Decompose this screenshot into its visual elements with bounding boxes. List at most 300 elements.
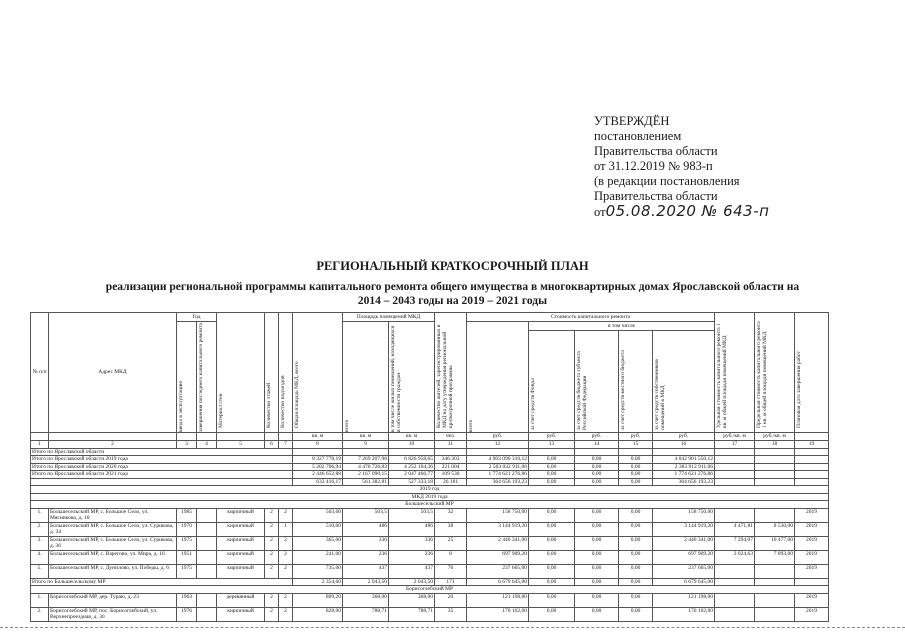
table-row — [31, 593, 829, 607]
column-number: 12 — [467, 441, 529, 449]
row-cost: 170 102,00 — [467, 607, 529, 621]
row-area-all: 788,71 — [343, 607, 389, 621]
th-deadline: Плановая дата завершения работ — [795, 313, 829, 433]
approval-l3: Правительства области — [594, 144, 718, 158]
row-entrances: 2 — [279, 550, 293, 564]
total-area-res: 2 047 466,77 — [389, 471, 435, 479]
total-cost: 2 503 032 911,06 — [467, 463, 529, 471]
total-empty — [715, 448, 755, 456]
unit-rub: руб. — [575, 433, 619, 441]
row-owners: 158 750,00 — [653, 508, 715, 522]
column-number: 10 — [389, 441, 435, 449]
total-owners — [653, 448, 715, 456]
row-number: 1. — [31, 508, 49, 522]
th-year-commission: ввода в эксплуатацию — [177, 322, 197, 433]
column-number: 16 — [653, 441, 715, 449]
unit-rub: руб. — [653, 433, 715, 441]
row-fund: 0,00 — [529, 607, 575, 621]
row-deadline: 2019 — [795, 550, 829, 564]
row-owners: 170 102,00 — [653, 607, 715, 621]
total-area-all: 4 470 726,83 — [343, 463, 389, 471]
row-unit-cost — [715, 607, 755, 621]
row-cost: 121 198,00 — [467, 593, 529, 607]
row-total-area: 735,00 — [293, 564, 343, 578]
row-max-cost: 7 893,00 — [755, 550, 795, 564]
total-row — [31, 448, 829, 456]
row-year-overhaul — [197, 593, 217, 607]
row-area-all: 336 — [343, 536, 389, 550]
row-max-cost: 10 477,00 — [755, 536, 795, 550]
row-number: 3. — [31, 536, 49, 550]
th-area-residential: в том числе жилых помещений, находящихся в собственности граждан — [389, 322, 435, 433]
row-regional: 0,00 — [575, 564, 619, 578]
total-empty — [755, 471, 795, 479]
document-title: РЕГИОНАЛЬНЫЙ КРАТКОСРОЧНЫЙ ПЛАН — [316, 259, 589, 273]
total-area-res: 527 333,18 — [389, 478, 435, 486]
row-entrances: 2 — [279, 508, 293, 522]
total-label — [31, 478, 293, 486]
row-number: 5. — [31, 564, 49, 578]
row-regional: 0,00 — [575, 550, 619, 564]
handwritten-date-signature: 05.08.2020 № 643-п — [605, 202, 770, 220]
row-entrances: 2 — [279, 607, 293, 621]
total-label: Итого по Ярославской области 2019 года — [31, 456, 293, 464]
subtotal-area-all: 2 043,50 — [343, 578, 389, 586]
table-row — [31, 607, 829, 621]
row-unit-cost — [715, 593, 755, 607]
total-residents: 26 181 — [435, 478, 467, 486]
row-year-overhaul — [197, 550, 217, 564]
total-area: 633 416,17 — [293, 478, 343, 486]
total-empty — [715, 478, 755, 486]
th-cost-owners: за счет средств собственников помещений в МКД — [653, 331, 715, 433]
plan-table — [30, 312, 829, 622]
subtotal-cost: 6 679 645,00 — [467, 578, 529, 586]
th-area-all: всего — [343, 322, 389, 433]
row-residents: 38 — [435, 522, 467, 536]
row-fund: 0,00 — [529, 550, 575, 564]
row-cost: 158 750,00 — [467, 508, 529, 522]
total-fund — [529, 448, 575, 456]
row-year-commission: 1970 — [177, 522, 197, 536]
row-material: кирпичный — [217, 564, 265, 578]
total-local: 0,00 — [619, 463, 653, 471]
row-deadline: 2019 — [795, 607, 829, 621]
total-owners: 2 383 912 911,06 — [653, 463, 715, 471]
row-regional: 0,00 — [575, 536, 619, 550]
total-row — [31, 456, 829, 464]
row-deadline: 2019 — [795, 593, 829, 607]
plan-table-wrap — [30, 312, 828, 622]
row-address: Большесельский МР, с. Большое Село, ул. Сурикова, д. 34 — [49, 522, 177, 536]
row-material: кирпичный — [217, 522, 265, 536]
row-regional: 0,00 — [575, 508, 619, 522]
unit-rubsqm: руб./кв. м — [715, 433, 755, 441]
th-area-group: Площадь помещений МКД — [343, 313, 435, 322]
th-entrances: Количество подъездов — [279, 313, 293, 433]
total-empty — [795, 463, 829, 471]
row-total-area: 241,00 — [293, 550, 343, 564]
row-year-commission: 1951 — [177, 550, 197, 564]
total-empty — [715, 456, 755, 464]
row-cost: 3 144 919,20 — [467, 522, 529, 536]
row-fund: 0,00 — [529, 536, 575, 550]
total-local: 0,00 — [619, 471, 653, 479]
row-fund: 0,00 — [529, 593, 575, 607]
row-deadline: 2019 — [795, 564, 829, 578]
row-cost: 237 665,00 — [467, 564, 529, 578]
row-owners: 3 144 919,20 — [653, 522, 715, 536]
total-local: 0,00 — [619, 478, 653, 486]
row-local: 0,00 — [619, 550, 653, 564]
subtotal-label: Итого по Большесельскому МР — [31, 578, 293, 586]
row-area-all: 236 — [343, 550, 389, 564]
th-address: Адрес МКД — [49, 313, 177, 433]
row-entrances: 2 — [279, 536, 293, 550]
th-cost-regional: за счет средств бюджета субъекта Российской Федерации — [575, 331, 619, 433]
total-fund: 0,00 — [529, 471, 575, 479]
column-number: 19 — [795, 441, 829, 449]
row-local: 0,00 — [619, 564, 653, 578]
document-subtitle — [0, 280, 905, 308]
unit-rub: руб. — [619, 433, 653, 441]
th-material: Материал стен — [217, 313, 265, 433]
table-row — [31, 550, 829, 564]
total-empty — [755, 478, 795, 486]
th-unit-cost: Удельная стоимость капитального ремонта 1 кв. м общей площади помещений МКД — [715, 313, 755, 433]
row-fund: 0,00 — [529, 564, 575, 578]
row-total-area: 503,60 — [293, 508, 343, 522]
row-regional: 0,00 — [575, 522, 619, 536]
column-number: 7 — [279, 441, 293, 449]
total-owners: 364 656 193,23 — [653, 478, 715, 486]
row-regional: 0,00 — [575, 607, 619, 621]
total-owners: 1 774 621 276,86 — [653, 471, 715, 479]
total-label: Итого по Ярославской области 2020 года — [31, 463, 293, 471]
total-fund: 0,00 — [529, 456, 575, 464]
th-floors: Количество этажей — [265, 313, 279, 433]
subtotal-owners: 6 679 645,00 — [653, 578, 715, 586]
row-area-all: 368,00 — [343, 593, 389, 607]
column-number: 4 — [197, 441, 217, 449]
approval-l4: от 31.12.2019 № 983-п — [594, 159, 713, 173]
th-incl: в том числе — [529, 322, 715, 331]
row-address: Борисоглебский МР, дер. Тураю, д. 23 — [49, 593, 177, 607]
total-residents: 346 303 — [435, 456, 467, 464]
row-total-area: 365,00 — [293, 536, 343, 550]
row-area-res: 368,00 — [389, 593, 435, 607]
row-address: Большесельский МР, с. Вареговo, ул. Мира, д. 16 — [49, 550, 177, 564]
row-floors: 2 — [265, 522, 279, 536]
unit-rubsqm: руб./кв. м — [755, 433, 795, 441]
subtotal-area-res: 2 043,50 — [389, 578, 435, 586]
total-regional — [575, 448, 619, 456]
row-unit-cost: 3 024,63 — [715, 550, 755, 564]
th-year-overhaul: завершения последнего капитального ремонта — [197, 322, 217, 433]
subtitle-line-1: реализации региональной программы капитального ремонта общего имущества в многоквартирных домах Ярославской области на — [105, 281, 800, 293]
table-row — [31, 508, 829, 522]
band-district — [31, 501, 829, 509]
unit-person: чел. — [435, 433, 467, 441]
total-area: 2 446 652,88 — [293, 471, 343, 479]
table-row — [31, 536, 829, 550]
row-total-area: 510,00 — [293, 522, 343, 536]
row-number: 1. — [31, 593, 49, 607]
row-year-overhaul — [197, 522, 217, 536]
band-district-label: Большесельский МР — [31, 501, 829, 509]
approval-l5: (в редакции постановления — [594, 174, 740, 188]
band-year — [31, 486, 829, 494]
row-material: кирпичный — [217, 508, 265, 522]
row-owners: 121 198,00 — [653, 593, 715, 607]
column-number: 8 — [293, 441, 343, 449]
column-number: 2 — [49, 441, 177, 449]
band-district-label: Борисоглебский МР — [31, 586, 829, 594]
table-row — [31, 522, 829, 536]
row-total-area: 809,20 — [293, 593, 343, 607]
approval-l6: Правительства области — [594, 189, 718, 203]
column-number: 5 — [217, 441, 265, 449]
total-cost: 364 656 193,23 — [467, 478, 529, 486]
total-row — [31, 463, 829, 471]
row-area-all: 503,5 — [343, 508, 389, 522]
approval-l1: УТВЕРЖДЁН — [594, 114, 670, 128]
row-area-all: 437 — [343, 564, 389, 578]
total-area: 8 327 778,19 — [293, 456, 343, 464]
row-cost: 697 909,20 — [467, 550, 529, 564]
subtitle-line-2: 2014 – 2043 годы на 2019 – 2021 годы — [357, 295, 548, 307]
subtotal-empty — [755, 578, 795, 586]
row-year-overhaul — [197, 536, 217, 550]
total-area-res: 6 826 958,65 — [389, 456, 435, 464]
row-year-commission: 1985 — [177, 508, 197, 522]
total-area-res: 4 252 104,36 — [389, 463, 435, 471]
approval-l7 — [594, 204, 894, 220]
row-unit-cost: 4 471,81 — [715, 522, 755, 536]
th-cost-local: за счет средств местного бюджета — [619, 331, 653, 433]
table-row — [31, 564, 829, 578]
row-entrances: 1 — [279, 522, 293, 536]
row-address: Большесельский МР, с. Большое Село, ул. Мясникова, д. 18 — [49, 508, 177, 522]
total-empty — [755, 448, 795, 456]
th-year: Год — [177, 313, 217, 322]
row-max-cost — [755, 607, 795, 621]
total-residents: 109 530 — [435, 471, 467, 479]
total-owners: 4 642 901 550,12 — [653, 456, 715, 464]
approval-l7-prefix: от — [594, 205, 606, 219]
row-owners: 2 440 341,00 — [653, 536, 715, 550]
total-area-all: 561 382,81 — [343, 478, 389, 486]
row-local: 0,00 — [619, 536, 653, 550]
total-area-res — [389, 448, 435, 456]
band-district — [31, 586, 829, 594]
column-number-row — [31, 441, 829, 449]
row-deadline: 2019 — [795, 522, 829, 536]
total-area-all: 2 167 090,15 — [343, 471, 389, 479]
total-regional: 0,00 — [575, 471, 619, 479]
row-area-res: 788,71 — [389, 607, 435, 621]
row-material: кирпичный — [217, 550, 265, 564]
th-max-cost: Предельная стоимость капитального ремонта 1 кв. м общей площади помещений МКД — [755, 313, 795, 433]
th-no: № п/п — [31, 313, 49, 433]
unit-sqm: кв. м — [389, 433, 435, 441]
column-number: 17 — [715, 441, 755, 449]
row-address: Большесельский МР, с. Дуниловo, ул. Победы, д. 6 — [49, 564, 177, 578]
total-residents — [435, 448, 467, 456]
approval-l2: постановлением — [594, 129, 682, 143]
total-row — [31, 478, 829, 486]
row-unit-cost — [715, 564, 755, 578]
row-area-res: 336 — [389, 536, 435, 550]
band-year-label: 2019 год — [31, 486, 829, 494]
band-mkd-label: МКД 2019 года — [31, 493, 829, 501]
row-area-all: 486 — [343, 522, 389, 536]
row-local: 0,00 — [619, 593, 653, 607]
band-mkd — [31, 493, 829, 501]
subtotal-local: 0,00 — [619, 578, 653, 586]
row-address: Большесельский МР, с. Большое Село, ул. Сурикова, д. 36 — [49, 536, 177, 550]
row-fund: 0,00 — [529, 508, 575, 522]
total-cost: 4 903 090 310,12 — [467, 456, 529, 464]
row-residents: 35 — [435, 607, 467, 621]
row-residents: 20 — [435, 593, 467, 607]
row-floors: 2 — [265, 564, 279, 578]
row-floors: 2 — [265, 607, 279, 621]
column-number: 13 — [529, 441, 575, 449]
row-material: деревянный — [217, 593, 265, 607]
row-floors: 2 — [265, 508, 279, 522]
subtotal-residents: 171 — [435, 578, 467, 586]
column-number: 9 — [343, 441, 389, 449]
row-number: 2. — [31, 522, 49, 536]
row-address: Борисоглебский МР, пос. Борисоглебский, ул. Верхнепроездная, д. 30 — [49, 607, 177, 621]
unit-sqm: кв. м — [293, 433, 343, 441]
total-regional: 0,00 — [575, 463, 619, 471]
row-material: кирпичный — [217, 607, 265, 621]
column-number: 15 — [619, 441, 653, 449]
row-unit-cost: 7 294,07 — [715, 536, 755, 550]
total-empty — [755, 463, 795, 471]
row-year-commission: 1976 — [177, 607, 197, 621]
total-area: 5 202 706,94 — [293, 463, 343, 471]
th-cost-group: Стоимость капитального ремонта — [467, 313, 715, 322]
row-entrances: 2 — [279, 564, 293, 578]
row-max-cost — [755, 564, 795, 578]
total-empty — [795, 471, 829, 479]
row-number: 4. — [31, 550, 49, 564]
total-empty — [755, 456, 795, 464]
row-local: 0,00 — [619, 522, 653, 536]
column-number: 18 — [755, 441, 795, 449]
total-regional: 0,00 — [575, 456, 619, 464]
row-material: кирпичный — [217, 536, 265, 550]
total-cost: 1 774 621 276,86 — [467, 471, 529, 479]
row-regional: 0,00 — [575, 593, 619, 607]
total-label: Итого по Ярославской области 2021 года — [31, 471, 293, 479]
th-total-area: Общая площадь МКД, всего — [293, 313, 343, 433]
row-residents: 76 — [435, 564, 467, 578]
total-area-all — [343, 448, 389, 456]
total-empty — [715, 471, 755, 479]
subtotal-empty — [715, 578, 755, 586]
row-residents: 32 — [435, 508, 467, 522]
subtotal-empty — [795, 578, 829, 586]
subtotal-area: 2 354,60 — [293, 578, 343, 586]
th-cost-all: всего — [467, 322, 529, 433]
unit-rub: руб. — [529, 433, 575, 441]
row-max-cost — [755, 508, 795, 522]
total-empty — [795, 456, 829, 464]
row-year-overhaul — [197, 564, 217, 578]
subtotal-fund: 0,00 — [529, 578, 575, 586]
row-floors: 2 — [265, 536, 279, 550]
total-row — [31, 471, 829, 479]
total-fund: 0,00 — [529, 478, 575, 486]
row-area-res: 486 — [389, 522, 435, 536]
subtotal-regional: 0,00 — [575, 578, 619, 586]
total-empty — [795, 448, 829, 456]
th-cost-fund: за счет средств Фонда — [529, 331, 575, 433]
row-max-cost — [755, 593, 795, 607]
subtotal-row — [31, 578, 829, 586]
total-local — [619, 448, 653, 456]
total-area — [293, 448, 343, 456]
total-area-all: 7 269 207,98 — [343, 456, 389, 464]
row-year-commission: 1963 — [177, 593, 197, 607]
scan-edge-line — [0, 627, 905, 628]
row-local: 0,00 — [619, 607, 653, 621]
row-area-res: 503,5 — [389, 508, 435, 522]
row-number: 2. — [31, 607, 49, 621]
total-cost — [467, 448, 529, 456]
total-residents: 221 004 — [435, 463, 467, 471]
row-unit-cost — [715, 508, 755, 522]
total-regional: 0,00 — [575, 478, 619, 486]
row-floors: 2 — [265, 550, 279, 564]
total-fund: 0,00 — [529, 463, 575, 471]
unit-rub: руб. — [467, 433, 529, 441]
total-empty — [715, 463, 755, 471]
row-local: 0,00 — [619, 508, 653, 522]
row-max-cost: 8 530,00 — [755, 522, 795, 536]
row-year-overhaul — [197, 508, 217, 522]
row-fund: 0,00 — [529, 522, 575, 536]
unit-sqm: кв. м — [343, 433, 389, 441]
total-local: 0,00 — [619, 456, 653, 464]
column-number: 14 — [575, 441, 619, 449]
total-empty — [795, 478, 829, 486]
row-total-area: 828,00 — [293, 607, 343, 621]
approval-stamp — [594, 114, 894, 220]
row-year-overhaul — [197, 607, 217, 621]
th-residents: Количество жителей, зарегистрированных в МКД на дату утверждения региональной краткосрочной программы — [435, 313, 467, 433]
column-number: 3 — [177, 441, 197, 449]
row-area-res: 437 — [389, 564, 435, 578]
column-number: 1 — [31, 441, 49, 449]
row-floors: 2 — [265, 593, 279, 607]
row-year-commission: 1975 — [177, 536, 197, 550]
column-number: 6 — [265, 441, 279, 449]
row-owners: 237 665,00 — [653, 564, 715, 578]
row-area-res: 236 — [389, 550, 435, 564]
total-label: Итого по Ярославской области — [31, 448, 293, 456]
row-residents: 8 — [435, 550, 467, 564]
row-deadline: 2019 — [795, 536, 829, 550]
row-deadline: 2019 — [795, 508, 829, 522]
row-owners: 697 909,20 — [653, 550, 715, 564]
row-cost: 2 440 341,00 — [467, 536, 529, 550]
column-number: 11 — [435, 441, 467, 449]
